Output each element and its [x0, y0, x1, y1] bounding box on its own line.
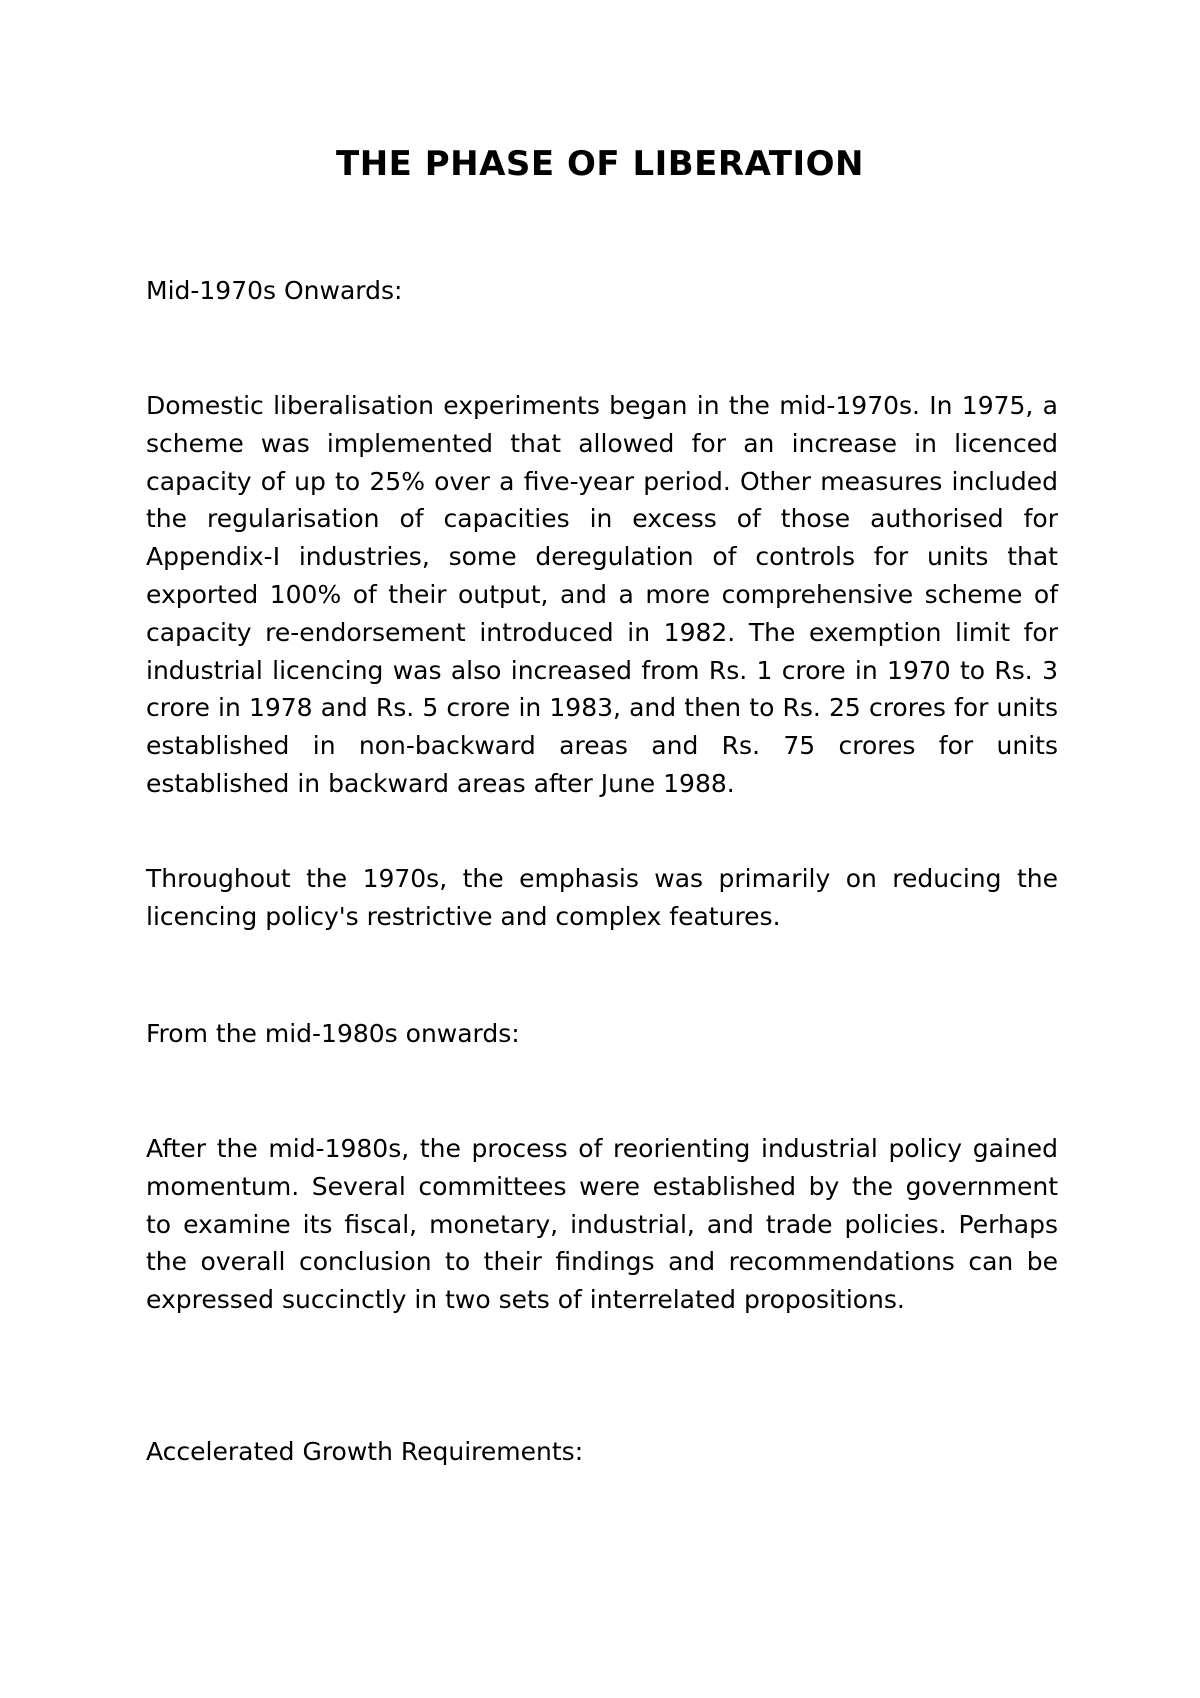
paragraph-after-mid-1980s: After the mid-1980s, the process of reorienting industrial policy gained momentum. Several committees were established by the government to examine its fiscal, monetary, industrial, and trade policies. Perhaps the overall conclusion to their findings and recommendations can be expressed succinctly in two sets of interrelated propositions. [146, 1134, 1058, 1315]
paragraph-throughout-1970s: Throughout the 1970s, the emphasis was primarily on reducing the licencing policy's restrictive and complex features. [146, 864, 1058, 931]
section-heading-mid-1970s: Mid-1970s Onwards: [146, 276, 403, 305]
paragraph-domestic-liberalisation: Domestic liberalisation experiments began in the mid-1970s. In 1975, a scheme was implemented that allowed for an increase in licenced capacity of up to 25% over a five-year period. Other measures included the regularisation of capacities in excess of those authorised for Appendix-I industries, some deregulation of controls for units that exported 100% of their output, and a more comprehensive scheme of capacity re-endorsement introduced in 1982. The exemption limit for industrial licencing was also increased from Rs. 1 crore in 1970 to Rs. 3 crore in 1978 and Rs. 5 crore in 1983, and then to Rs. 25 crores for units established in non-backward areas and Rs. 75 crores for units established in backward areas after June 1988. [146, 391, 1058, 798]
section-heading-mid-1980s: From the mid-1980s onwards: [146, 1019, 520, 1048]
section-heading-accelerated-growth: Accelerated Growth Requirements: [146, 1437, 584, 1466]
document-title: THE PHASE OF LIBERATION [336, 144, 864, 184]
